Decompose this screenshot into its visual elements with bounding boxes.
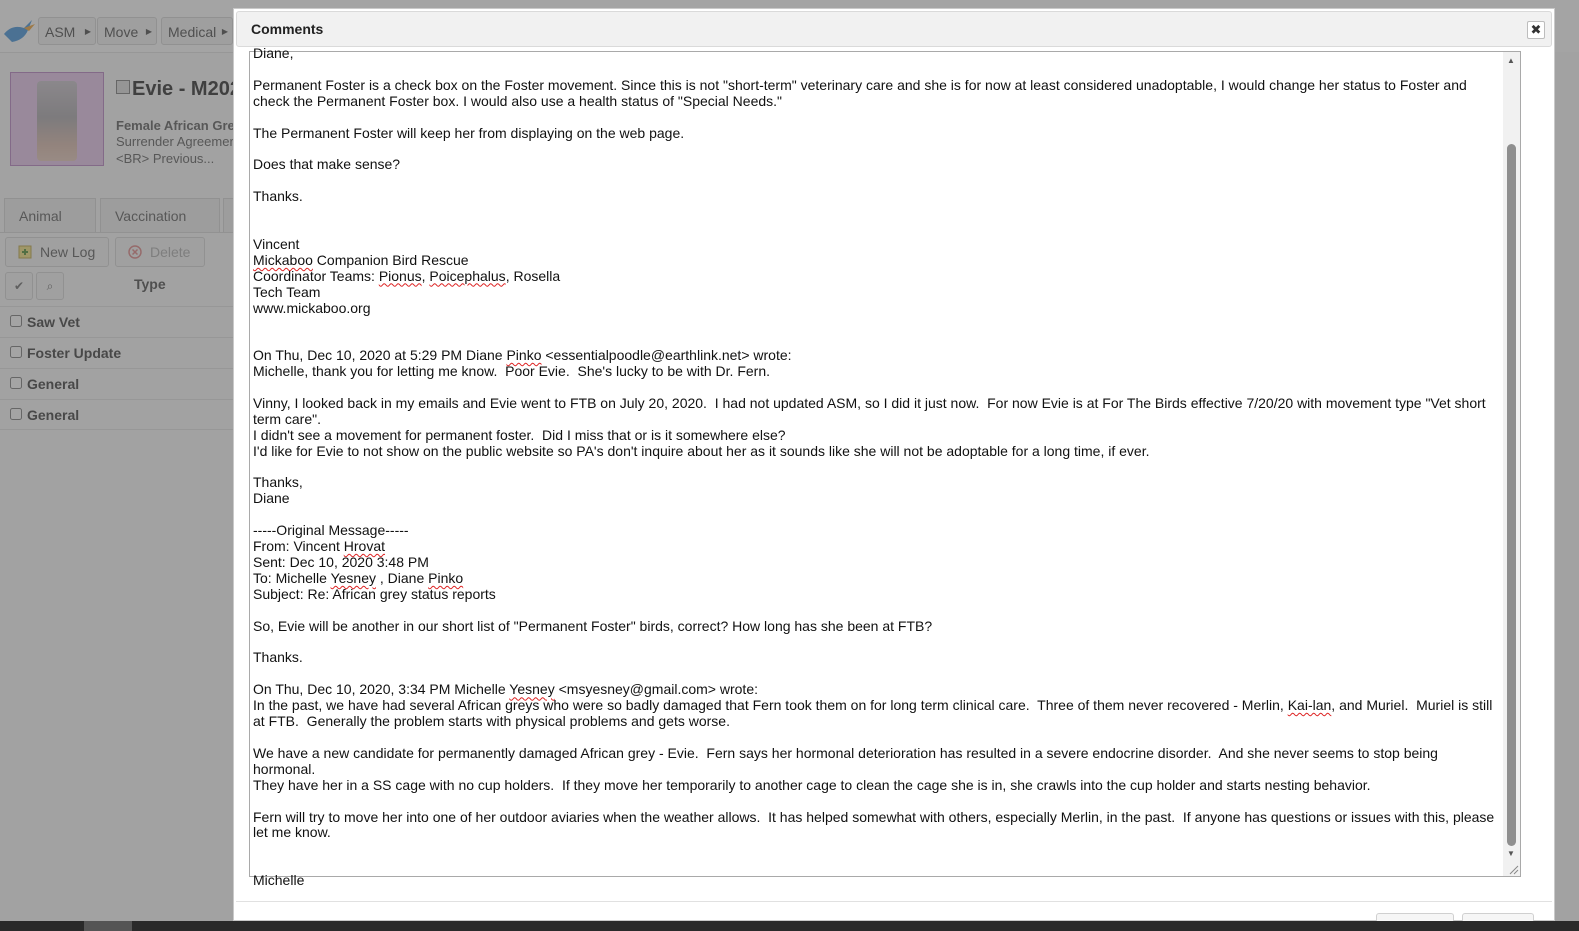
dialog-titlebar[interactable] [236, 11, 1552, 47]
misspelled-word: Yesney [330, 569, 376, 586]
dialog-title: Comments [251, 21, 324, 37]
misspelled-word: Poicephalus [429, 267, 506, 284]
comments-text[interactable]: Diane, Permanent Foster is a check box on the Foster movement. Since this is not "short-term" veterinary care and she is for now at least considered unadoptable, I would change her status to Foster and check the Permanent Foster box. I would also use a health status of "Special Needs." The Permanent Foster will keep her from displaying on the web page. Does that make sense? Thanks. Vincent Mickaboo Companion Bird Rescue Coordinator Teams: Pionus, Poicephalus, Rosella Tech Team www.mickaboo.org On Thu, Dec 10, 2020 at 5:29 PM Diane Pinko <essentialpoodle@earthlink.net> wrote: Michelle, thank you for letting me know. Poor Evie. She's lucky to be with Dr. Fern. Vinny, I looked back in my emails and Evie went to FTB on July 20, 2020. I had not updated ASM, so I did it just now. For now Evie is at For The Birds effective 7/20/20 with movement type "Vet short term care". I didn't see a movement for permanent foster. Did I miss that or is it somewhere else? I'd like for Evie to not show on the public website so PA's don't inquire about her as it sounds like she will not be adoptable for a long time, if ever. Thanks, Diane -----Original Message----- From: Vincent Hrovat Sent: Dec 10, 2020 3:48 PM To: Michelle Yesney , Diane Pinko Subject: Re: African grey status reports So, Evie will be another in our short list of "Permanent Foster" birds, correct? How long has she been at FTB? Thanks. On Thu, Dec 10, 2020, 3:34 PM Michelle Yesney <msyesney@gmail.com> wrote: In the past, we have had several African greys who were so badly damaged that Fern took them on for long term clinical care. Three of them never recovered - Merlin, Kai-lan, and Muriel. Muriel is still at FTB. Generally the problem starts with physical problems and gets worse. We have a new candidate for permanently damaged African grey - Evie. Fern says her hormonal deterioration has resulted in a severe endocrine disorder. And she never seems to stop being hormonal. They have her in a SS cage with no cup holders. If they move her temporarily to another cage to clean the cage she is in, she crawls into the cup holder and starts nesting behavior. Fern will try to move her into one of her outdoor aviaries when the weather allows. It has helped somewhat with others, especially Merlin, in the past. If anyone has questions or issues with this, please let me know. Michelle [253, 45, 1495, 889]
close-icon[interactable]: ✖ [1527, 21, 1545, 39]
comments-textarea[interactable] [249, 45, 1521, 889]
misspelled-word: Kai-lan [1287, 697, 1332, 714]
dialog-footer-divider [236, 901, 1552, 902]
vertical-scrollbar[interactable] [1503, 52, 1520, 876]
misspelled-word: Yesney [509, 681, 555, 698]
resize-grip-icon[interactable] [1507, 863, 1519, 875]
misspelled-word: Mickaboo [253, 251, 313, 268]
bottom-taskbar [0, 921, 1579, 931]
comments-dialog [233, 8, 1555, 921]
scroll-up-arrow-icon[interactable]: ▲ [1507, 56, 1515, 65]
scrollbar-thumb[interactable] [1507, 144, 1516, 846]
misspelled-word: Pionus [378, 267, 422, 284]
misspelled-word: Hrovat [343, 538, 386, 555]
scroll-down-arrow-icon[interactable]: ▼ [1507, 849, 1515, 858]
misspelled-word: Pinko [428, 569, 464, 586]
taskbar-segment [84, 921, 132, 931]
misspelled-word: Pinko [506, 347, 542, 364]
